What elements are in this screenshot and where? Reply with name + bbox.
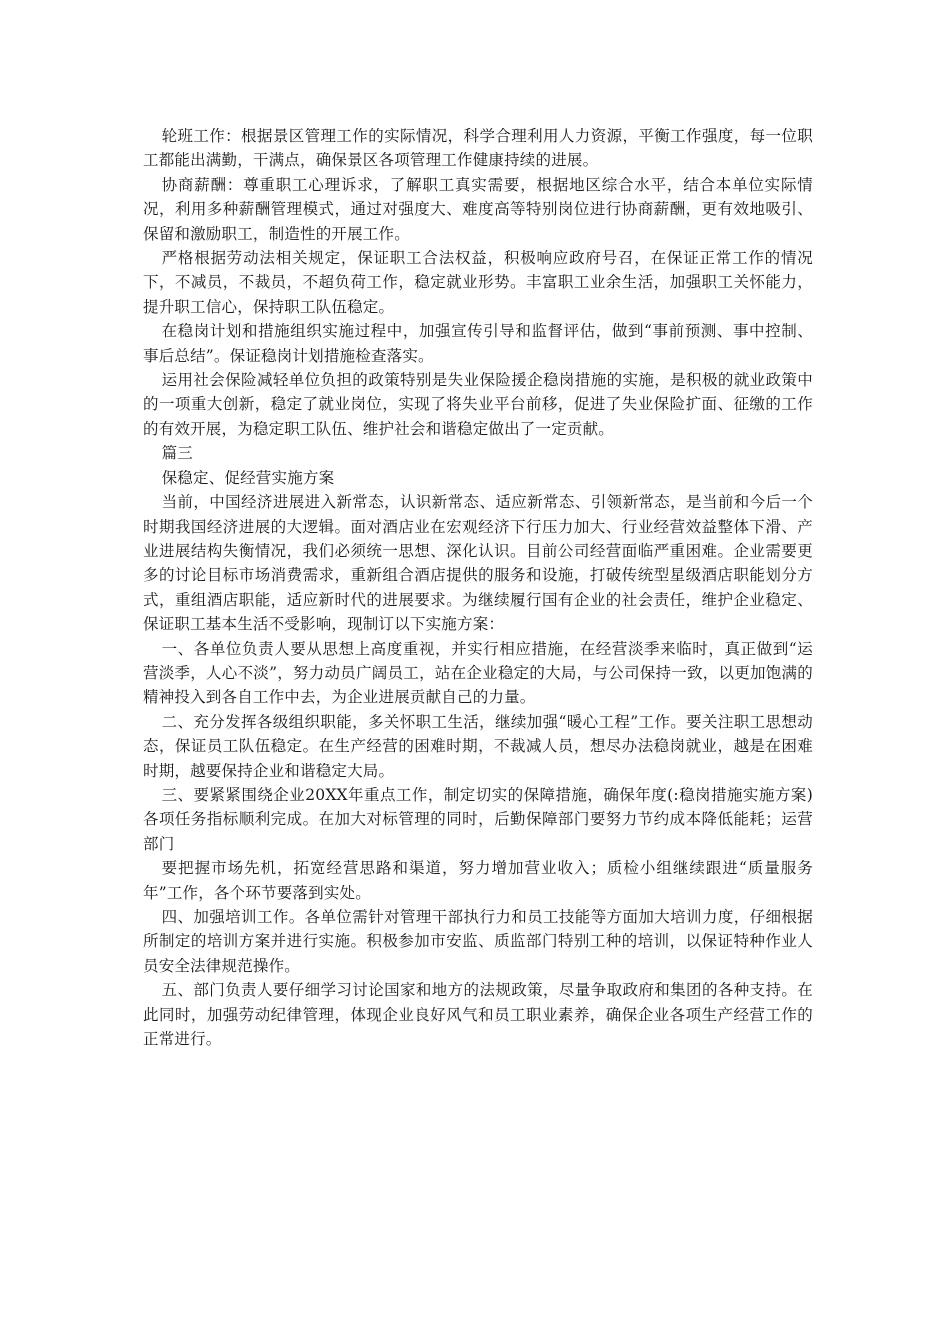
paragraph-item-2: 二、充分发挥各级组织职能，多关怀职工生活，继续加强“暖心工程”工作。要关注职工思想动态，保证员工队伍稳定。在生产经营的困难时期，不裁减人员，想尽办法稳岗就业，越是在困难时期，越要保持企业和谐稳定大局。 — [143, 712, 813, 780]
paragraph-intro: 当前，中国经济进展进入新常态，认识新常态、适应新常态、引领新常态，是当前和今后一个时期我国经济进展的大逻辑。面对酒店业在宏观经济下行压力加大、行业经营效益整体下滑、产业进展结构失衡情况，我们必须统一思想、深化认识。目前公司经营面临严重困难。企业需要更多的讨论目标市场消费需求，重新组合酒店提供的服务和设施，打破传统型星级酒店职能划分方式，重组酒店职能，适应新时代的进展要求。为继续履行国有企业的社会责任，维护企业稳定、保证职工基本生活不受影响，现制订以下实施方案： — [143, 493, 813, 634]
paragraph-item-4: 四、加强培训工作。各单位需针对管理干部执行力和员工技能等方面加大培训力度，仔细根据所制定的培训方案并进行实施。积极参加市安监、质监部门特别工种的培训，以保证特种作业人员安全法律规范操作。 — [143, 908, 813, 975]
paragraph-item-3-continued: 要把握市场先机，拓宽经营思路和渠道，努力增加营业收入；质检小组继续跟进“质量服务年”工作，各个环节要落到实处。 — [143, 859, 813, 902]
document-title: 保稳定、促经营实施方案 — [161, 468, 335, 487]
paragraph-plan-implementation: 在稳岗计划和措施组织实施过程中，加强宣传引导和监督评估，做到“事前预测、事中控制、事后总结”。保证稳岗计划措施检查落实。 — [143, 322, 813, 365]
document-page — [143, 124, 813, 1051]
paragraph-item-5: 五、部门负责人要仔细学习讨论国家和地方的法规政策，尽量争取政府和集团的各种支持。在此同时，加强劳动纪律管理，体现企业良好风气和员工职业素养，确保企业各项生产经营工作的正常进行。 — [143, 981, 813, 1049]
paragraph-item-3: 三、要紧紧围绕企业20XX年重点工作，制定切实的保障措施，确保年度(:稳岗措施实施方案)各项任务指标顺利完成。在加大对标管理的同时，后勤保障部门要努力节约成本降低能耗；运营部门 — [143, 785, 813, 853]
paragraph-item-1: 一、各单位负责人要从思想上高度重视，并实行相应措施，在经营淡季来临时，真正做到“运营淡季，人心不淡”，努力动员广阔员工，站在企业稳定的大局，与公司保持一致，以更加饱满的精神投入到各自工作中去，为企业进展贡献自己的力量。 — [143, 639, 813, 707]
paragraph-negotiated-pay: 协商薪酬：尊重职工心理诉求，了解职工真实需要，根据地区综合水平，结合本单位实际情况，利用多种薪酬管理模式，通过对强度大、难度高等特别岗位进行协商薪酬，更有效地吸引、保留和激励职工，制造性的开展工作。 — [143, 175, 813, 243]
paragraph-social-insurance: 运用社会保险减轻单位负担的政策特别是失业保险援企稳岗措施的实施，是积极的就业政策中的一项重大创新，稳定了就业岗位，实现了将失业平台前移，促进了失业保险扩面、征缴的工作的有效开展，为稳定职工队伍、维护社会和谐稳定做出了一定贡献。 — [143, 371, 813, 438]
paragraph-labor-law: 严格根据劳动法相关规定，保证职工合法权益，积极响应政府号召，在保证正常工作的情况下，不减员，不裁员，不超负荷工作，稳定就业形势。丰富职工业余生活，加强职工关怀能力，提升职工信心，保持职工队伍稳定。 — [143, 249, 813, 316]
paragraph-shift-work: 轮班工作：根据景区管理工作的实际情况，科学合理利用人力资源，平衡工作强度，每一位职工都能出满勤，干满点，确保景区各项管理工作健康持续的进展。 — [143, 127, 813, 170]
section-heading: 篇三 — [161, 444, 193, 463]
